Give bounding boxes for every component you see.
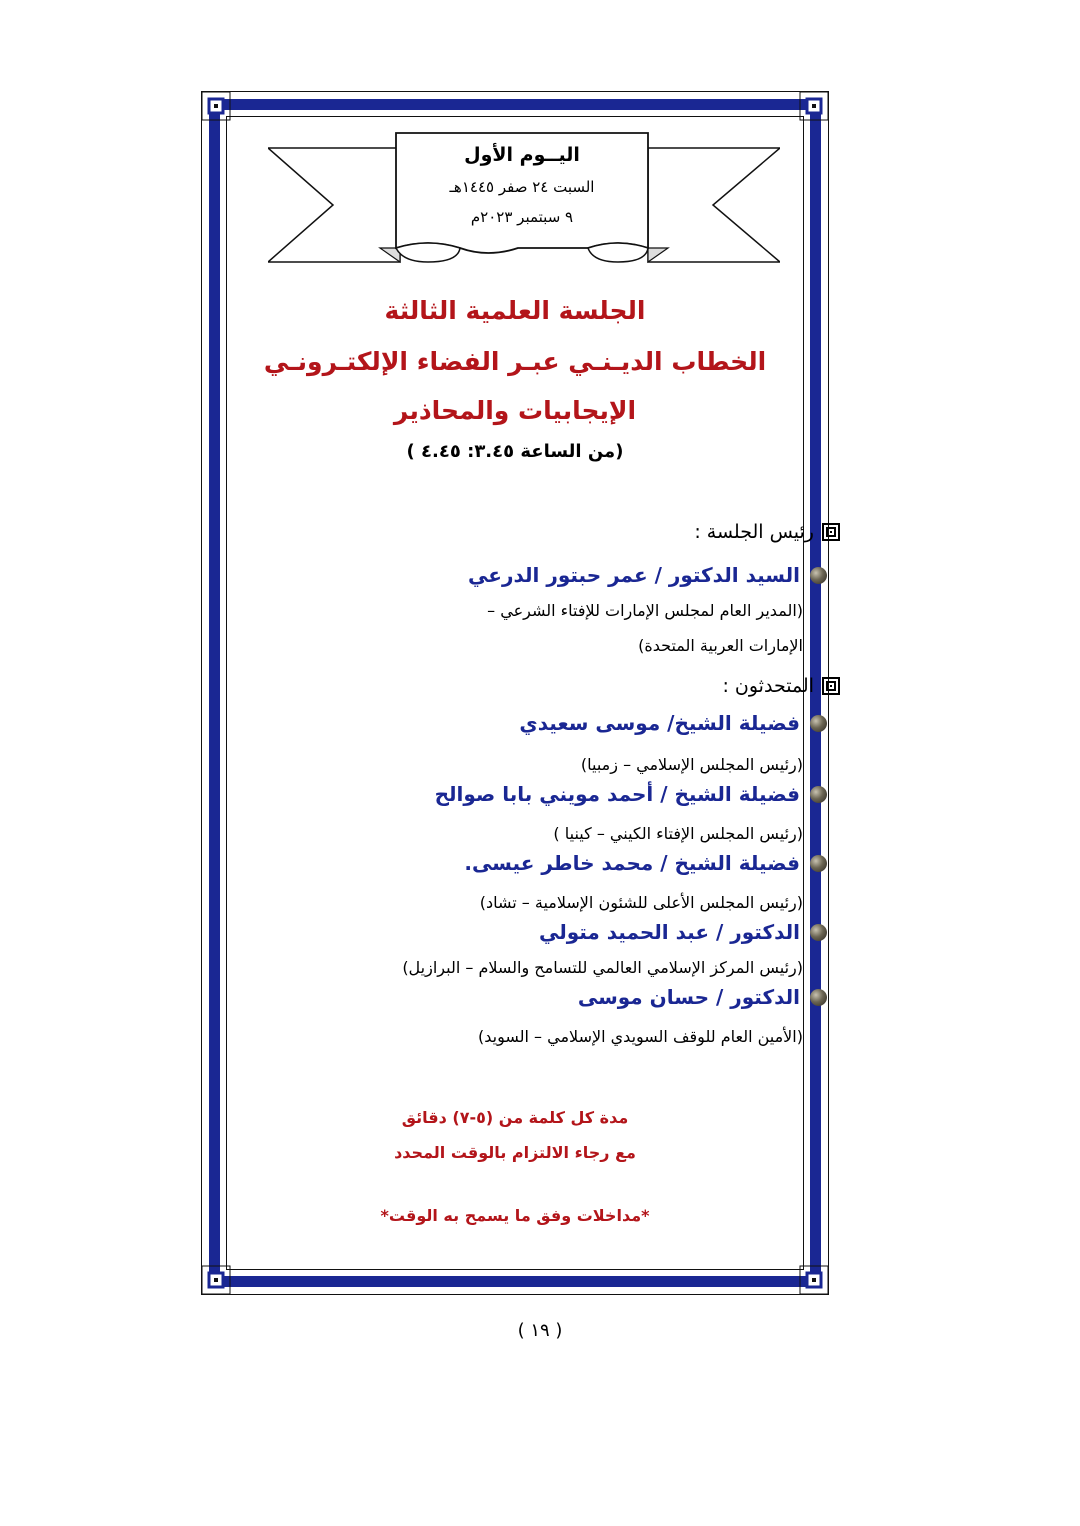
speaker-name: الدكتور / عبد الحميد متولي (538, 920, 800, 944)
speaker-entry (250, 920, 827, 944)
round-bullet-icon (810, 715, 827, 732)
chair-role-line2: الإمارات العربية المتحدة) (638, 636, 803, 655)
page-number: ( ١٩ ) (517, 1320, 563, 1341)
chair-heading-label: رئيس الجلسة : (694, 521, 814, 543)
speakers-heading-label: المتحدثون : (722, 675, 814, 697)
day-title: اليــوم الأول (464, 144, 580, 166)
round-bullet-icon (810, 855, 827, 872)
speaker-role: (رئيس المجلس الإفتاء الكيني – كينيا ) (553, 824, 803, 843)
commitment-note: مع رجاء الالتزام بالوقت المحدد (394, 1143, 636, 1162)
round-bullet-icon (810, 786, 827, 803)
speaker-role: (رئيس المجلس الأعلى للشئون الإسلامية – تشاد) (479, 893, 803, 912)
speaker-role: (رئيس المركز الإسلامي العالمي للتسامح والسلام – البرازيل) (402, 958, 803, 977)
duration-note: مدة كل كلمة من (٥-٧) دقائق (401, 1108, 629, 1127)
chair-role-line1: (المدير العام لمجلس الإمارات للإفتاء الشرعي – (487, 601, 803, 620)
speaker-entry (250, 985, 827, 1009)
session-title: الجلسة العلمية الثالثة (384, 296, 646, 325)
session-notes (230, 1108, 800, 1225)
hijri-date: السبت ٢٤ صفر ١٤٤٥هـ (449, 178, 595, 196)
speaker-name: فضيلة الشيخ / محمد خاطر عيسى. (464, 851, 800, 875)
session-titles (230, 290, 800, 462)
interventions-note: *مداخلات وفق ما يسمح به الوقت* (380, 1206, 650, 1225)
round-bullet-icon (810, 567, 827, 584)
speaker-name: الدكتور / حسان موسى (577, 985, 800, 1009)
speaker-role: (الأمين العام للوقف السويدي الإسلامي – السويد) (478, 1027, 803, 1046)
corner-ornament-icon (201, 1265, 231, 1295)
session-subtitle-line1: الخطاب الديـنـي عبـر الفضاء الإلكتـرونـي (263, 347, 767, 376)
session-content (250, 515, 814, 1046)
speaker-name: فضيلة الشيخ/ موسى سعيدي (519, 711, 800, 735)
session-time: (من الساعة ٣.٤٥: ٤.٤٥ ) (406, 441, 624, 462)
corner-ornament-icon (799, 1265, 829, 1295)
session-subtitle-line2: الإيجابيات والمحاذير (393, 396, 637, 425)
speaker-entry (250, 711, 827, 735)
speakers-heading (250, 675, 840, 697)
corner-ornament-icon (799, 91, 829, 121)
round-bullet-icon (810, 924, 827, 941)
chair-name: السيد الدكتور / عمر حبتور الدرعي (468, 563, 800, 587)
speaker-entry (250, 851, 827, 875)
speaker-entry (250, 782, 827, 806)
square-bullet-icon (822, 677, 840, 695)
corner-ornament-icon (201, 91, 231, 121)
banner-text (400, 138, 644, 226)
speaker-role: (رئيس المجلس الإسلامي – زمبيا) (580, 755, 803, 774)
round-bullet-icon (810, 989, 827, 1006)
square-bullet-icon (822, 523, 840, 541)
speaker-name: فضيلة الشيخ / أحمد مويني بابا صوالح (434, 782, 800, 806)
chair-entry (250, 563, 827, 587)
chair-heading (250, 521, 840, 543)
gregorian-date: ٩ سبتمبر ٢٠٢٣م (470, 208, 574, 226)
